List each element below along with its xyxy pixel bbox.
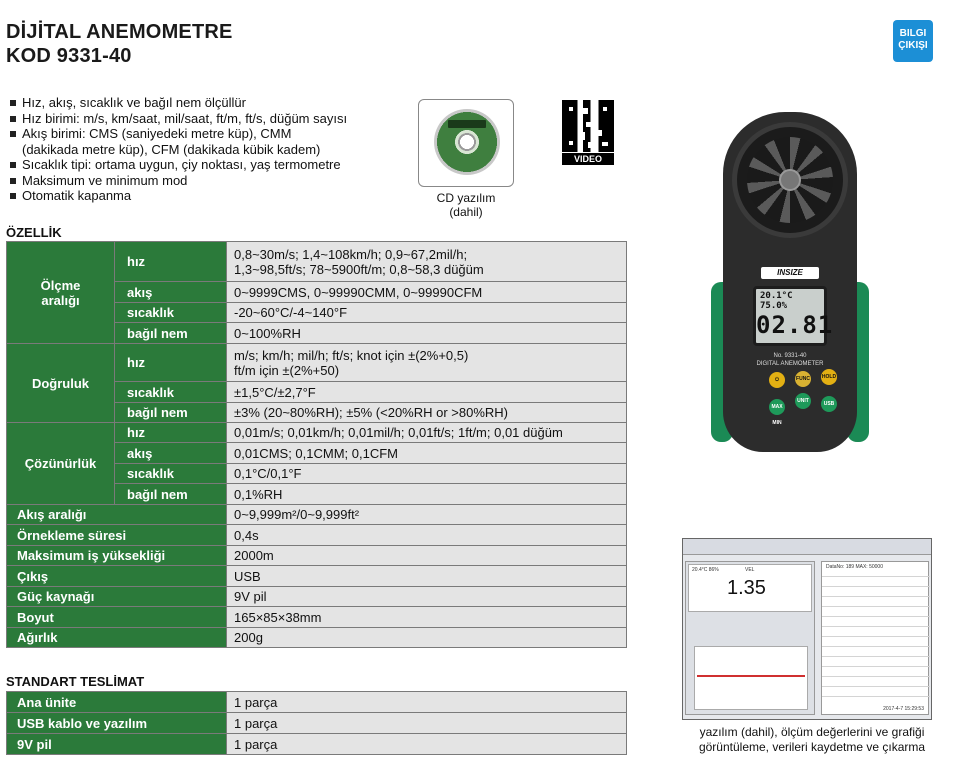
spec-value: 0~100%RH	[227, 323, 627, 344]
spec-value: 0,4s	[227, 525, 627, 546]
software-reading-panel	[685, 561, 815, 715]
cd-software-image	[418, 99, 514, 187]
feature-item: Otomatik kapanma	[8, 188, 418, 204]
spec-label: Akış aralığı	[7, 505, 227, 525]
spec-sub-label: hız	[115, 242, 227, 282]
software-table-header: DataNo: 189 MAX: 50000	[826, 564, 883, 570]
spec-label: Boyut	[7, 607, 227, 628]
specs-table	[6, 241, 627, 648]
table-row	[7, 344, 627, 382]
table-row	[7, 628, 627, 648]
spec-value: 0,01CMS; 0,1CMM; 0,1CFM	[227, 443, 627, 464]
feature-item: Akış birimi: CMS (saniyedeki metre küp), CMM (dakikada metre küp), CFM (dakikada kübik kadem)	[8, 126, 418, 157]
table-row	[7, 525, 627, 546]
software-temp-label: 20.4°C 86%	[692, 567, 719, 573]
spec-label: Güç kaynağı	[7, 587, 227, 607]
spec-value: 9V pil	[227, 587, 627, 607]
spec-sub-label: hız	[115, 344, 227, 382]
delivery-item-label: Ana ünite	[7, 692, 227, 713]
table-row	[7, 607, 627, 628]
feature-item: Maksimum ve minimum mod	[8, 173, 418, 189]
table-row	[7, 692, 627, 713]
badge-line2: ÇIKIŞI	[898, 40, 928, 51]
spec-sub-label: hız	[115, 423, 227, 443]
hold-button: HOLD	[821, 369, 837, 385]
delivery-table	[6, 691, 627, 755]
spec-sub-label: sıcaklık	[115, 464, 227, 484]
power-button: ⏻	[769, 372, 785, 388]
brand-logo: INSIZE	[761, 267, 819, 279]
spec-value: 0,01m/s; 0,01km/h; 0,01mil/h; 0,01ft/s; 1ft/m; 0,01 düğüm	[227, 423, 627, 443]
spec-group-label: Ölçme aralığı	[7, 242, 115, 344]
cd-disc-icon	[434, 109, 500, 175]
spec-value: 0~9999CMS, 0~99990CMM, 0~99990CFM	[227, 282, 627, 303]
software-screenshot	[682, 538, 932, 720]
software-caption: yazılım (dahil), ölçüm değerlerini ve grafiği görüntüleme, verileri kaydetme ve çıkarma	[698, 725, 926, 754]
software-vel-label: VEL	[745, 567, 755, 573]
spec-value: 200g	[227, 628, 627, 648]
specs-section-title: ÖZELLİK	[6, 225, 62, 240]
qr-code-icon	[562, 100, 614, 152]
table-row	[7, 546, 627, 566]
software-toolbar	[683, 539, 931, 555]
product-name: DİJİTAL ANEMOMETRE	[6, 21, 233, 43]
software-readout	[688, 564, 812, 612]
delivery-section-title: STANDART TESLİMAT	[6, 674, 145, 689]
spec-label: Çıkış	[7, 566, 227, 587]
video-label: VIDEO	[562, 153, 614, 165]
delivery-item-label: USB kablo ve yazılım	[7, 713, 227, 734]
spec-sub-label: bağıl nem	[115, 323, 227, 344]
graph-line	[697, 675, 805, 677]
software-timestamp: 2017-4-7 15:29:53	[883, 706, 924, 712]
spec-value: 165×85×38mm	[227, 607, 627, 628]
spec-value: 0,8~30m/s; 1,4~108km/h; 0,9~67,2mil/h; 1,3~98,5ft/s; 78~5900ft/m; 0,8~58,3 düğüm	[227, 242, 627, 282]
delivery-item-label: 9V pil	[7, 734, 227, 755]
fan-icon	[747, 137, 833, 223]
unit-button: UNIT	[795, 393, 811, 409]
spec-group-label: Doğruluk	[7, 344, 115, 423]
feature-item: Hız birimi: m/s, km/saat, mil/saat, ft/m, ft/s, düğüm sayısı	[8, 111, 418, 127]
spec-value: m/s; km/h; mil/h; ft/s; knot için ±(2%+0,5) ft/m için ±(2%+50)	[227, 344, 627, 382]
spec-value: 0~9,999m²/0~9,999ft²	[227, 505, 627, 525]
device-body	[723, 112, 857, 452]
delivery-item-qty: 1 parça	[227, 692, 627, 713]
badge-line1: BILGI	[899, 28, 927, 39]
spec-value: 0,1°C/0,1°F	[227, 464, 627, 484]
spec-sub-label: bağıl nem	[115, 403, 227, 423]
anemometer-product-image	[705, 112, 875, 452]
feature-item: Sıcaklık tipi: ortama uygun, çiy noktası, yaş termometre	[8, 157, 418, 173]
spec-label: Ağırlık	[7, 628, 227, 648]
device-model-label: No. 9331-40 DIGITAL ANEMOMETER	[756, 353, 824, 367]
cd-caption: CD yazılım (dahil)	[436, 191, 496, 219]
spec-value: 2000m	[227, 546, 627, 566]
spec-sub-label: bağıl nem	[115, 484, 227, 505]
feature-list	[8, 95, 418, 204]
spec-value: -20~60°C/-4~140°F	[227, 303, 627, 323]
product-code: KOD 9331-40	[6, 45, 132, 67]
spec-value: USB	[227, 566, 627, 587]
lcd-top-reading: 20.1°C 75.0%	[760, 291, 793, 311]
spec-sub-label: akış	[115, 443, 227, 464]
spec-label: Örnekleme süresi	[7, 525, 227, 546]
fan-housing	[732, 122, 848, 238]
software-data-table	[821, 561, 929, 715]
delivery-item-qty: 1 parça	[227, 734, 627, 755]
func-button: FUNC	[795, 371, 811, 387]
table-row	[7, 713, 627, 734]
video-qr-code[interactable]	[562, 100, 614, 164]
device-lcd	[753, 286, 834, 346]
data-output-badge	[893, 20, 933, 62]
feature-item: Hız, akış, sıcaklık ve bağıl nem ölçüllür	[8, 95, 418, 111]
spec-sub-label: sıcaklık	[115, 303, 227, 323]
table-row	[7, 587, 627, 607]
software-graph	[694, 646, 808, 710]
spec-group-label: Çözünürlük	[7, 423, 115, 505]
spec-value: 0,1%RH	[227, 484, 627, 505]
spec-sub-label: akış	[115, 282, 227, 303]
delivery-item-qty: 1 parça	[227, 713, 627, 734]
spec-label: Maksimum iş yüksekliği	[7, 546, 227, 566]
table-row	[7, 566, 627, 587]
fan-hub	[779, 169, 801, 191]
table-row	[7, 734, 627, 755]
max-min-button: MAX MIN	[769, 399, 785, 415]
lcd-main-reading: 02.81	[756, 311, 834, 339]
usb-button: USB	[821, 396, 837, 412]
table-row	[7, 505, 627, 525]
spec-value: ±1,5°C/±2,7°F	[227, 382, 627, 403]
spec-sub-label: sıcaklık	[115, 382, 227, 403]
page-title	[6, 20, 233, 68]
software-reading-value: 1.35	[727, 577, 766, 599]
spec-value: ±3% (20~80%RH); ±5% (<20%RH or >80%RH)	[227, 403, 627, 423]
table-row	[7, 242, 627, 282]
table-row	[7, 423, 627, 443]
